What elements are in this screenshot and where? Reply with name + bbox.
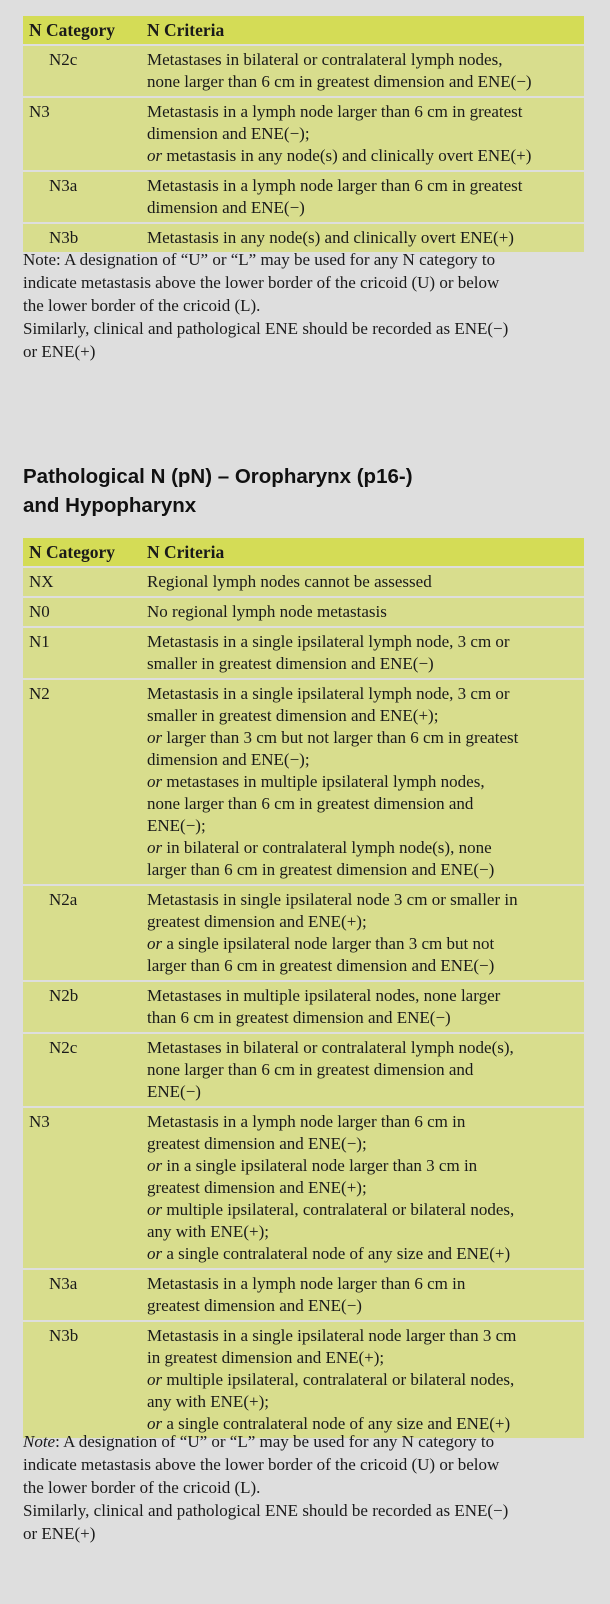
criteria-text: dimension and ENE(−);: [147, 750, 310, 769]
criteria-line: [147, 749, 578, 771]
note-line: [23, 1453, 591, 1476]
header-n-category: N Category: [23, 538, 141, 566]
criteria-text: greatest dimension and ENE(+);: [147, 1178, 367, 1197]
note-line-text: Note: A designation of “U” or “L” may be used for any N category to: [23, 250, 496, 269]
criteria-text: dimension and ENE(−): [147, 198, 305, 217]
criteria-line: [147, 837, 578, 859]
criteria-line: [147, 197, 578, 219]
table-row: [23, 98, 584, 170]
criteria-line: [147, 933, 578, 955]
criteria-line: [147, 793, 578, 815]
table-row: [23, 628, 584, 678]
table-row: [23, 46, 584, 96]
criteria-line: [147, 727, 578, 749]
table-note: [23, 1430, 591, 1545]
n-category-cell: N2c: [23, 46, 141, 96]
criteria-text: than 6 cm in greatest dimension and ENE(−): [147, 1008, 451, 1027]
criteria-text: ENE(−);: [147, 816, 206, 835]
criteria-text: a single ipsilateral node larger than 3 cm but not: [162, 934, 495, 953]
criteria-conjunction: or: [147, 772, 163, 791]
criteria-line: [147, 705, 578, 727]
note-line-text: the lower border of the cricoid (L).: [23, 296, 261, 315]
criteria-text: larger than 6 cm in greatest dimension and ENE(−): [147, 956, 495, 975]
criteria-text: Metastasis in a lymph node larger than 6 cm in: [147, 1112, 466, 1131]
criteria-line: [147, 889, 578, 911]
table-row: [23, 172, 584, 222]
criteria-text: none larger than 6 cm in greatest dimension and ENE(−): [147, 72, 532, 91]
criteria-line: [147, 1199, 578, 1221]
criteria-text: none larger than 6 cm in greatest dimension and: [147, 1060, 474, 1079]
criteria-conjunction: or: [147, 1370, 163, 1389]
criteria-conjunction: or: [147, 1414, 163, 1433]
criteria-line: [147, 101, 578, 123]
criteria-conjunction: or: [147, 1156, 163, 1175]
n-criteria-cell: [141, 46, 584, 96]
table-header-row: [23, 16, 584, 44]
n-category-cell: N1: [23, 628, 141, 678]
n-criteria-cell: [141, 172, 584, 222]
n-category-cell: N2b: [23, 982, 141, 1032]
n-criteria-cell: [141, 98, 584, 170]
criteria-line: [147, 911, 578, 933]
section-heading-line-1: Pathological N (pN) – Oropharynx (p16-): [23, 465, 413, 488]
note-line: [23, 294, 591, 317]
criteria-text: Metastases in bilateral or contralateral lymph nodes,: [147, 50, 503, 69]
criteria-line: [147, 955, 578, 977]
criteria-line: [147, 1295, 578, 1317]
criteria-line: [147, 227, 578, 249]
criteria-line: [147, 1059, 578, 1081]
criteria-text: Metastasis in a lymph node larger than 6 cm in greatest: [147, 176, 523, 195]
criteria-text: none larger than 6 cm in greatest dimension and: [147, 794, 474, 813]
criteria-line: [147, 631, 578, 653]
criteria-text: a single contralateral node of any size and ENE(+): [162, 1414, 511, 1433]
n-category-cell: N2c: [23, 1034, 141, 1106]
table-row: [23, 982, 584, 1032]
criteria-line: [147, 985, 578, 1007]
criteria-text: Regional lymph nodes cannot be assessed: [147, 572, 432, 591]
table-row: [23, 886, 584, 980]
criteria-line: [147, 1369, 578, 1391]
criteria-line: [147, 815, 578, 837]
n-criteria-cell: [141, 568, 584, 596]
criteria-line: [147, 683, 578, 705]
header-n-category: N Category: [23, 16, 141, 44]
criteria-text: any with ENE(+);: [147, 1392, 269, 1411]
n-criteria-cell: [141, 598, 584, 626]
criteria-conjunction: or: [147, 728, 163, 747]
n-criteria-cell: [141, 1322, 584, 1438]
criteria-line: [147, 1111, 578, 1133]
criteria-line: [147, 1243, 578, 1265]
n-category-cell: N3b: [23, 1322, 141, 1438]
n-category-table-clinical: [23, 14, 584, 254]
n-criteria-cell: [141, 886, 584, 980]
criteria-text: multiple ipsilateral, contralateral or bilateral nodes,: [162, 1200, 515, 1219]
note-line: [23, 248, 591, 271]
n-category-cell: N0: [23, 598, 141, 626]
table-row: [23, 598, 584, 626]
criteria-text: greatest dimension and ENE(−);: [147, 1134, 367, 1153]
n-category-cell: N3a: [23, 172, 141, 222]
criteria-conjunction: or: [147, 934, 163, 953]
table-note: [23, 248, 591, 363]
criteria-text: metastasis in any node(s) and clinically overt ENE(+): [162, 146, 532, 165]
header-n-criteria: N Criteria: [141, 16, 584, 44]
criteria-text: Metastasis in single ipsilateral node 3 cm or smaller in: [147, 890, 518, 909]
criteria-line: [147, 1177, 578, 1199]
criteria-line: [147, 71, 578, 93]
criteria-text: in greatest dimension and ENE(+);: [147, 1348, 385, 1367]
n-category-cell: N2a: [23, 886, 141, 980]
criteria-line: [147, 1391, 578, 1413]
n-criteria-cell: [141, 680, 584, 884]
n-criteria-cell: [141, 1270, 584, 1320]
criteria-line: [147, 1325, 578, 1347]
n-criteria-cell: [141, 982, 584, 1032]
criteria-text: greatest dimension and ENE(+);: [147, 912, 367, 931]
table-row: [23, 680, 584, 884]
note-line: [23, 1430, 591, 1453]
note-line: [23, 271, 591, 294]
criteria-text: greatest dimension and ENE(−): [147, 1296, 362, 1315]
n-criteria-cell: [141, 1034, 584, 1106]
criteria-text: Metastasis in a single ipsilateral lymph node, 3 cm or: [147, 632, 510, 651]
note-line-text: the lower border of the cricoid (L).: [23, 1478, 261, 1497]
criteria-line: [147, 1007, 578, 1029]
note-line-text: indicate metastasis above the lower border of the cricoid (U) or below: [23, 273, 500, 292]
note-line: [23, 1499, 591, 1522]
criteria-text: a single contralateral node of any size and ENE(+): [162, 1244, 511, 1263]
criteria-line: [147, 175, 578, 197]
criteria-text: Metastasis in a single ipsilateral lymph node, 3 cm or: [147, 684, 510, 703]
note-line-text: : A designation of “U” or “L” may be used for any N category to: [55, 1432, 495, 1451]
criteria-line: [147, 145, 578, 167]
criteria-text: smaller in greatest dimension and ENE(+);: [147, 706, 439, 725]
table-row: [23, 1034, 584, 1106]
criteria-text: ENE(−): [147, 1082, 201, 1101]
table-row: [23, 1270, 584, 1320]
criteria-line: [147, 601, 578, 623]
table-row: [23, 568, 584, 596]
table-row: [23, 1108, 584, 1268]
criteria-text: in a single ipsilateral node larger than 3 cm in: [162, 1156, 478, 1175]
note-line: [23, 1522, 591, 1545]
criteria-line: [147, 1133, 578, 1155]
criteria-line: [147, 571, 578, 593]
criteria-conjunction: or: [147, 1244, 163, 1263]
criteria-line: [147, 859, 578, 881]
criteria-line: [147, 1273, 578, 1295]
note-line: [23, 1476, 591, 1499]
criteria-text: any with ENE(+);: [147, 1222, 269, 1241]
criteria-line: [147, 123, 578, 145]
note-line-text: Similarly, clinical and pathological ENE should be recorded as ENE(−): [23, 1501, 509, 1520]
table-body: [23, 46, 584, 252]
n-category-cell: NX: [23, 568, 141, 596]
note-text: [23, 1430, 591, 1545]
criteria-text: metastases in multiple ipsilateral lymph nodes,: [162, 772, 485, 791]
header-n-criteria: N Criteria: [141, 538, 584, 566]
n-category-cell: N3a: [23, 1270, 141, 1320]
criteria-line: [147, 1081, 578, 1103]
n-criteria-cell: [141, 1108, 584, 1268]
criteria-text: Metastasis in a single ipsilateral node larger than 3 cm: [147, 1326, 517, 1345]
criteria-text: multiple ipsilateral, contralateral or bilateral nodes,: [162, 1370, 515, 1389]
n-category-cell: N3b: [23, 224, 141, 252]
note-line-text: indicate metastasis above the lower border of the cricoid (U) or below: [23, 1455, 500, 1474]
criteria-text: larger than 3 cm but not larger than 6 cm in greatest: [162, 728, 519, 747]
section-heading: [23, 462, 583, 520]
criteria-text: Metastasis in a lymph node larger than 6 cm in: [147, 1274, 466, 1293]
criteria-text: in bilateral or contralateral lymph node(s), none: [162, 838, 492, 857]
criteria-text: Metastases in multiple ipsilateral nodes, none larger: [147, 986, 501, 1005]
note-line-text: Similarly, clinical and pathological ENE should be recorded as ENE(−): [23, 319, 509, 338]
note-line-text: or ENE(+): [23, 342, 96, 361]
criteria-line: [147, 653, 578, 675]
note-line-text: or ENE(+): [23, 1524, 96, 1543]
criteria-text: smaller in greatest dimension and ENE(−): [147, 654, 434, 673]
criteria-line: [147, 1155, 578, 1177]
criteria-text: Metastasis in any node(s) and clinically overt ENE(+): [147, 228, 514, 247]
criteria-conjunction: or: [147, 146, 163, 165]
table-row: [23, 1322, 584, 1438]
criteria-text: larger than 6 cm in greatest dimension and ENE(−): [147, 860, 495, 879]
criteria-line: [147, 1347, 578, 1369]
criteria-text: Metastases in bilateral or contralateral lymph node(s),: [147, 1038, 514, 1057]
n-category-cell: N3: [23, 1108, 141, 1268]
criteria-text: No regional lymph node metastasis: [147, 602, 387, 621]
n-category-cell: N2: [23, 680, 141, 884]
section-heading-line-2: and Hypopharynx: [23, 494, 197, 517]
n-category-cell: N3: [23, 98, 141, 170]
criteria-line: [147, 771, 578, 793]
note-label: Note: [23, 1432, 56, 1451]
criteria-line: [147, 49, 578, 71]
n-category-table-pathological: [23, 536, 584, 1440]
note-text: [23, 248, 591, 363]
criteria-line: [147, 1221, 578, 1243]
criteria-conjunction: or: [147, 1200, 163, 1219]
n-criteria-cell: [141, 628, 584, 678]
note-line: [23, 340, 591, 363]
note-line: [23, 317, 591, 340]
criteria-text: dimension and ENE(−);: [147, 124, 310, 143]
criteria-line: [147, 1037, 578, 1059]
criteria-text: Metastasis in a lymph node larger than 6 cm in greatest: [147, 102, 523, 121]
criteria-conjunction: or: [147, 838, 163, 857]
table-body: [23, 568, 584, 1438]
table-header-row: [23, 538, 584, 566]
